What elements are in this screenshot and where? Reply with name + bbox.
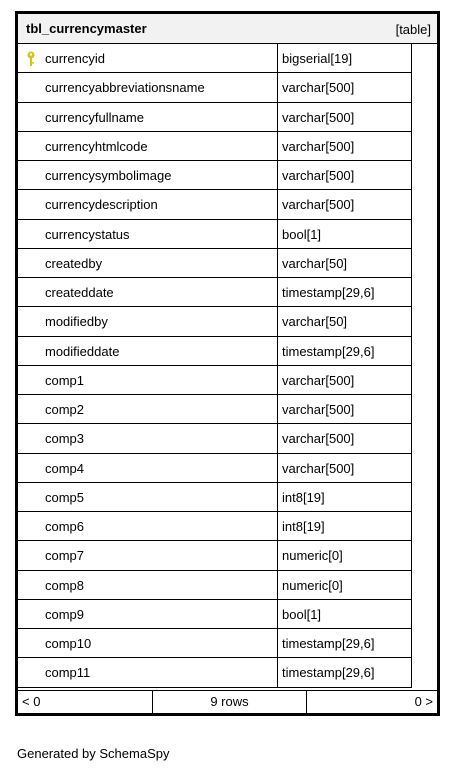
- column-name: comp6: [45, 519, 85, 534]
- column-type-cell: [278, 44, 412, 73]
- column-name: comp10: [45, 636, 92, 651]
- column-name: comp7: [45, 548, 85, 564]
- column-row[interactable]: [18, 44, 437, 73]
- column-type-cell: [278, 278, 412, 307]
- column-type-cell: [278, 337, 412, 366]
- column-type: varchar[500]: [282, 80, 355, 96]
- column-type: varchar[500]: [282, 109, 355, 125]
- column-name: currencyhtmlcode: [45, 138, 148, 154]
- column-type-cell: [278, 395, 412, 424]
- column-type-cell: [278, 190, 412, 219]
- table-header: [18, 14, 437, 44]
- primary-key-icon: [26, 51, 36, 67]
- column-name-cell: [18, 103, 278, 132]
- column-name: currencystatus: [45, 226, 130, 242]
- column-name: comp3: [45, 431, 85, 447]
- column-name-cell: [18, 161, 278, 190]
- column-type-cell: [278, 541, 412, 570]
- column-type-cell: [278, 161, 412, 190]
- column-type-cell: [278, 571, 412, 600]
- column-row[interactable]: [18, 190, 437, 219]
- column-row[interactable]: [18, 103, 437, 132]
- column-type-cell: [278, 249, 412, 278]
- column-name: modifieddate: [45, 343, 120, 359]
- column-name: comp9: [45, 606, 85, 622]
- column-row[interactable]: [18, 658, 437, 687]
- column-name-cell: [18, 483, 278, 512]
- column-row[interactable]: [18, 541, 437, 570]
- column-name-cell: [18, 337, 278, 366]
- column-name-cell: [18, 44, 278, 73]
- column-row[interactable]: [18, 571, 437, 600]
- column-type-cell: [278, 366, 412, 395]
- column-name-cell: [18, 629, 278, 658]
- column-name-cell: [18, 454, 278, 483]
- generated-by-label: Generated by SchemaSpy: [17, 746, 170, 761]
- column-name-cell: [18, 190, 278, 219]
- column-type: bigserial[19]: [282, 51, 353, 66]
- column-type: int8[19]: [282, 519, 325, 534]
- column-type: numeric[0]: [282, 577, 343, 593]
- column-name: comp8: [45, 577, 85, 593]
- column-name: currencyabbreviationsname: [45, 80, 205, 96]
- column-row[interactable]: [18, 629, 437, 658]
- column-name-cell: [18, 73, 278, 102]
- column-name: comp2: [45, 402, 85, 417]
- column-name: currencydescription: [45, 197, 158, 213]
- column-name: comp1: [45, 372, 85, 388]
- column-type: varchar[500]: [282, 372, 355, 388]
- row-count: 9 rows: [153, 691, 307, 713]
- column-row[interactable]: [18, 278, 437, 307]
- column-type: timestamp[29,6]: [282, 636, 375, 651]
- column-row[interactable]: [18, 73, 437, 102]
- column-name: createdby: [45, 255, 103, 271]
- column-list: [18, 44, 437, 688]
- column-type-cell: [278, 73, 412, 102]
- column-name-cell: [18, 512, 278, 541]
- column-type: int8[19]: [282, 489, 325, 505]
- column-row[interactable]: [18, 600, 437, 629]
- column-name: comp5: [45, 489, 85, 505]
- column-type: varchar[500]: [282, 431, 355, 447]
- column-name-cell: [18, 424, 278, 453]
- column-type-cell: [278, 103, 412, 132]
- column-row[interactable]: [18, 337, 437, 366]
- column-name-cell: [18, 307, 278, 336]
- column-name-cell: [18, 249, 278, 278]
- column-row[interactable]: [18, 454, 437, 483]
- column-name: comp4: [45, 460, 85, 476]
- column-name-cell: [18, 132, 278, 161]
- column-type: varchar[50]: [282, 255, 348, 271]
- column-name: currencysymbolimage: [45, 168, 172, 183]
- column-row[interactable]: [18, 512, 437, 541]
- column-type: varchar[50]: [282, 314, 348, 330]
- column-type-cell: [278, 220, 412, 249]
- column-name: currencyid: [45, 51, 105, 66]
- column-row[interactable]: [18, 161, 437, 190]
- column-type: timestamp[29,6]: [282, 285, 375, 300]
- column-name: currencyfullname: [45, 109, 144, 125]
- column-type: bool[1]: [282, 226, 322, 242]
- column-name-cell: [18, 278, 278, 307]
- column-type-cell: [278, 658, 412, 687]
- column-name-cell: [18, 571, 278, 600]
- column-name: comp11: [45, 665, 91, 681]
- column-row[interactable]: [18, 220, 437, 249]
- column-type-cell: [278, 132, 412, 161]
- column-type: varchar[500]: [282, 168, 355, 183]
- column-type: varchar[500]: [282, 460, 355, 476]
- table-footer: [18, 690, 437, 713]
- column-row[interactable]: [18, 395, 437, 424]
- column-type: varchar[500]: [282, 402, 355, 417]
- column-row[interactable]: [18, 249, 437, 278]
- column-type-cell: [278, 600, 412, 629]
- column-name-cell: [18, 658, 278, 687]
- column-type-cell: [278, 454, 412, 483]
- column-row[interactable]: [18, 483, 437, 512]
- column-name-cell: [18, 395, 278, 424]
- column-type-cell: [278, 424, 412, 453]
- column-type-cell: [278, 629, 412, 658]
- column-name-cell: [18, 600, 278, 629]
- column-type: timestamp[29,6]: [282, 665, 375, 681]
- column-row[interactable]: [18, 307, 437, 336]
- column-type-cell: [278, 512, 412, 541]
- column-name: createddate: [45, 285, 114, 300]
- table-title[interactable]: tbl_currencymaster: [26, 21, 147, 36]
- column-row[interactable]: [18, 132, 437, 161]
- table-node[interactable]: [15, 11, 440, 716]
- column-type: varchar[500]: [282, 138, 355, 154]
- column-type-cell: [278, 307, 412, 336]
- column-type: numeric[0]: [282, 548, 343, 564]
- column-name-cell: [18, 220, 278, 249]
- column-name: modifiedby: [45, 314, 108, 330]
- column-type: bool[1]: [282, 606, 322, 622]
- table-kind: [table]: [395, 22, 431, 37]
- column-type: timestamp[29,6]: [282, 343, 375, 359]
- column-name-cell: [18, 541, 278, 570]
- column-row[interactable]: [18, 424, 437, 453]
- column-name-cell: [18, 366, 278, 395]
- parents-count: < 0: [18, 691, 153, 713]
- column-type-cell: [278, 483, 412, 512]
- children-count: 0 >: [414, 694, 433, 709]
- column-row[interactable]: [18, 366, 437, 395]
- column-type: varchar[500]: [282, 197, 355, 213]
